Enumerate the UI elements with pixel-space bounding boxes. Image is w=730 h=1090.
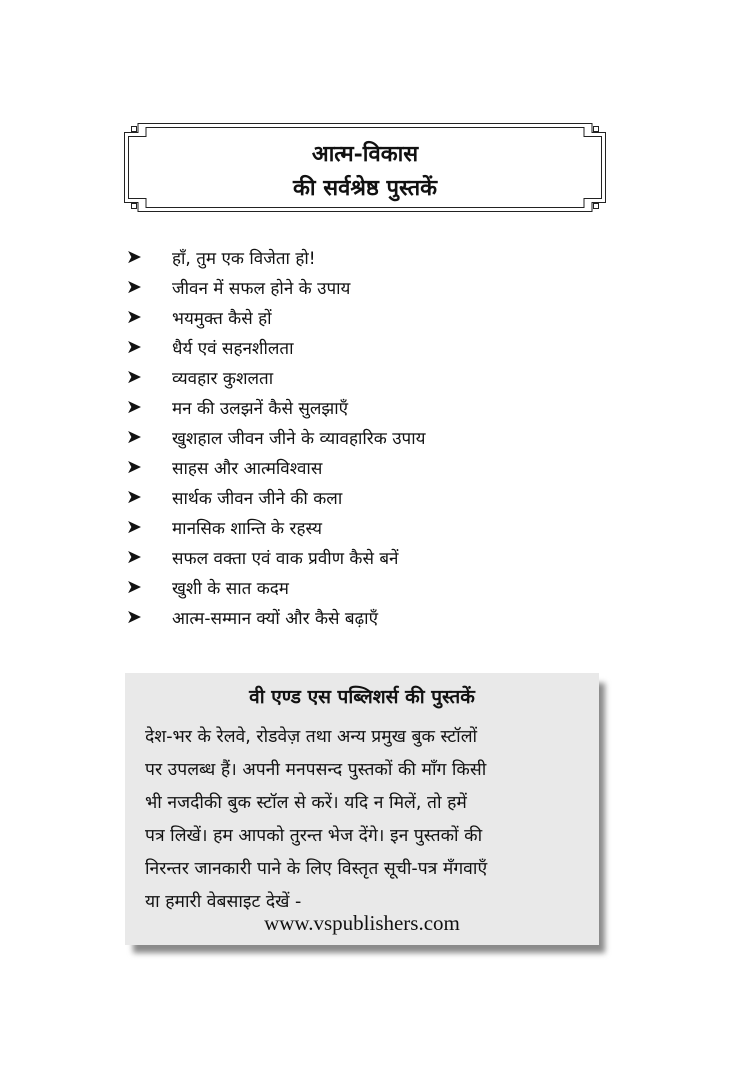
arrowhead-right-icon: ➤ bbox=[126, 575, 142, 598]
book-title: जीवन में सफल होने के उपाय bbox=[172, 278, 351, 299]
book-list-item bbox=[126, 302, 626, 332]
book-list-item bbox=[126, 272, 626, 302]
arrowhead-right-icon: ➤ bbox=[126, 395, 142, 418]
book-title: मन की उलझनें कैसे सुलझाएँ bbox=[172, 398, 349, 419]
arrowhead-right-icon: ➤ bbox=[126, 365, 142, 388]
arrowhead-right-icon: ➤ bbox=[126, 305, 142, 328]
info-body-line: पर उपलब्ध हैं। अपनी मनपसन्द पुस्तकों की माँग किसी bbox=[145, 760, 487, 780]
book-list-item bbox=[126, 482, 626, 512]
book-list-item bbox=[126, 572, 626, 602]
arrowhead-right-icon: ➤ bbox=[126, 545, 142, 568]
arrowhead-right-icon: ➤ bbox=[126, 455, 142, 478]
arrowhead-right-icon: ➤ bbox=[126, 425, 142, 448]
arrowhead-right-icon: ➤ bbox=[126, 245, 142, 268]
book-list-item bbox=[126, 422, 626, 452]
title-frame bbox=[124, 123, 606, 212]
book-title: खुशी के सात कदम bbox=[172, 578, 289, 599]
book-list-item bbox=[126, 602, 626, 632]
arrowhead-right-icon: ➤ bbox=[126, 335, 142, 358]
publisher-info-box bbox=[125, 673, 599, 945]
book-list-item bbox=[126, 392, 626, 422]
info-body bbox=[145, 721, 579, 919]
book-list-item bbox=[126, 542, 626, 572]
info-body-line: पत्र लिखें। हम आपको तुरन्त भेज देंगे। इन पुस्तकों की bbox=[145, 826, 483, 846]
info-body-line: या हमारी वेबसाइट देखें - bbox=[145, 892, 302, 912]
book-title: सफल वक्ता एवं वाक प्रवीण कैसे बनें bbox=[172, 548, 399, 569]
arrowhead-right-icon: ➤ bbox=[126, 485, 142, 508]
book-list-item bbox=[126, 452, 626, 482]
info-body-line: देश-भर के रेलवे, रोडवेज़ तथा अन्य प्रमुख बुक स्टॉलों bbox=[145, 727, 478, 747]
book-list-item bbox=[126, 512, 626, 542]
book-title: व्यवहार कुशलता bbox=[172, 368, 274, 389]
info-body-line: भी नजदीकी बुक स्टॉल से करें। यदि न मिलें, तो हमें bbox=[145, 793, 467, 813]
arrowhead-right-icon: ➤ bbox=[126, 515, 142, 538]
book-title: धैर्य एवं सहनशीलता bbox=[172, 338, 294, 359]
book-title: आत्म-सम्मान क्यों और कैसे बढ़ाएँ bbox=[172, 608, 378, 629]
arrowhead-right-icon: ➤ bbox=[126, 275, 142, 298]
book-title: मानसिक शान्ति के रहस्य bbox=[172, 518, 322, 539]
book-list-item bbox=[126, 332, 626, 362]
book-title: सार्थक जीवन जीने की कला bbox=[172, 488, 343, 509]
book-list-item bbox=[126, 242, 626, 272]
page-title-line-2: की सर्वश्रेष्ठ पुस्तकें bbox=[292, 175, 438, 201]
book-list-item bbox=[126, 362, 626, 392]
arrowhead-right-icon: ➤ bbox=[126, 605, 142, 628]
page-title-line-1: आत्म-विकास bbox=[311, 141, 419, 167]
book-title: खुशहाल जीवन जीने के व्यावहारिक उपाय bbox=[172, 428, 426, 449]
book-title: भयमुक्त कैसे हों bbox=[172, 308, 272, 329]
website-url: www.vspublishers.com bbox=[264, 911, 460, 935]
info-heading: वी एण्ड एस पब्लिशर्स की पुस्तकें bbox=[249, 686, 475, 708]
book-list bbox=[126, 242, 626, 632]
info-body-line: निरन्तर जानकारी पाने के लिए विस्तृत सूची-पत्र मँगवाएँ bbox=[145, 859, 488, 879]
book-title: हाँ, तुम एक विजेता हो! bbox=[172, 248, 316, 269]
book-title: साहस और आत्मविश्वास bbox=[172, 458, 323, 479]
